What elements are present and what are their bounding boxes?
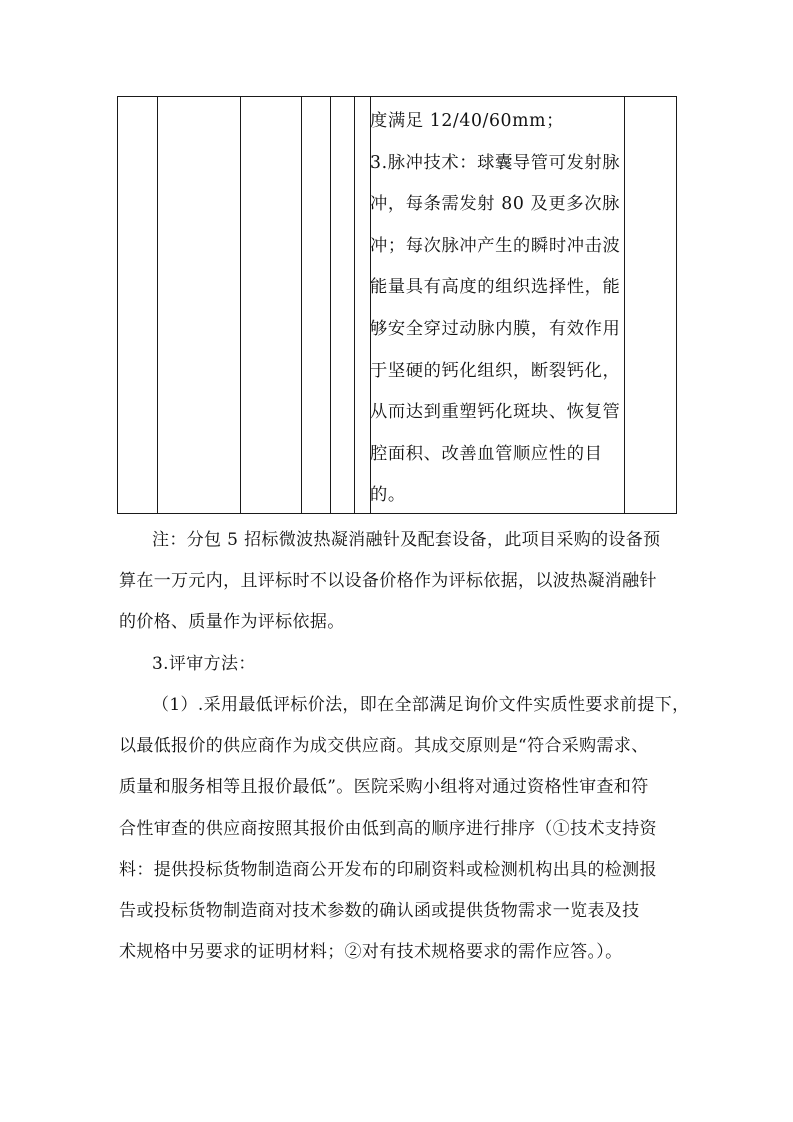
method-line: 料：提供投标货物制造商公开发布的印刷资料或检测机构出具的检测报 [119,859,657,880]
spec-line: 从而达到重塑钙化斑块、恢复管 [370,402,621,423]
spec-line: 够安全穿过动脉内膜，有效作用 [370,318,621,339]
note-paragraph [119,520,679,644]
evaluation-method-paragraph [119,685,690,973]
table-column-divider [157,97,158,513]
method-line: 质量和服务相等且报价最低”。医院采购小组将对通过资格性审查和符 [119,777,649,798]
table-column-divider [301,97,302,513]
method-line: 术规格中另要求的证明材料；②对有技术规格要求的需作应答。）。 [119,942,623,963]
method-line: （1）.采用最低评标价法，即在全部满足询价文件实质性要求前提下， [152,695,690,715]
method-line: 合性审查的供应商按照其报价由低到高的顺序进行排序（①技术支持资 [119,818,657,839]
spec-line: 度满足 12/40/60mm； [370,111,565,131]
table-column-divider [330,97,331,513]
spec-line: 于坚硬的钙化组织，断裂钙化， [370,360,621,381]
section-heading [119,644,679,685]
table-column-divider [354,97,355,513]
note-line: 算在一万元内，且评标时不以设备价格作为评标依据，以波热凝消融针 [119,571,657,592]
method-line: 告或投标货物制造商对技术参数的确认函或提供货物需求一览表及技 [119,901,640,922]
technical-spec-cell [370,97,625,517]
spec-line: 3.脉冲技术：球囊导管可发射脉 [370,152,621,173]
section-heading-text: 3.评审方法： [152,654,256,674]
note-line: 注：分包 5 招标微波热凝消融针及配套设备，此项目采购的设备预 [152,530,661,550]
note-line: 的价格、质量作为评标依据。 [119,612,345,633]
method-line: 以最低报价的供应商作为成交供应商。其成交原则是“符合采购需求、 [119,736,649,757]
spec-line: 的。 [370,485,406,506]
spec-line: 能量具有高度的组织选择性，能 [370,277,621,298]
spec-line: 冲；每次脉冲产生的瞬时冲击波 [370,235,621,256]
spec-table [117,96,677,514]
spec-line: 腔面积、改善血管顺应性的目 [370,443,603,464]
table-column-divider [240,97,241,513]
spec-line: 冲，每条需发射 80 及更多次脉 [370,194,620,215]
